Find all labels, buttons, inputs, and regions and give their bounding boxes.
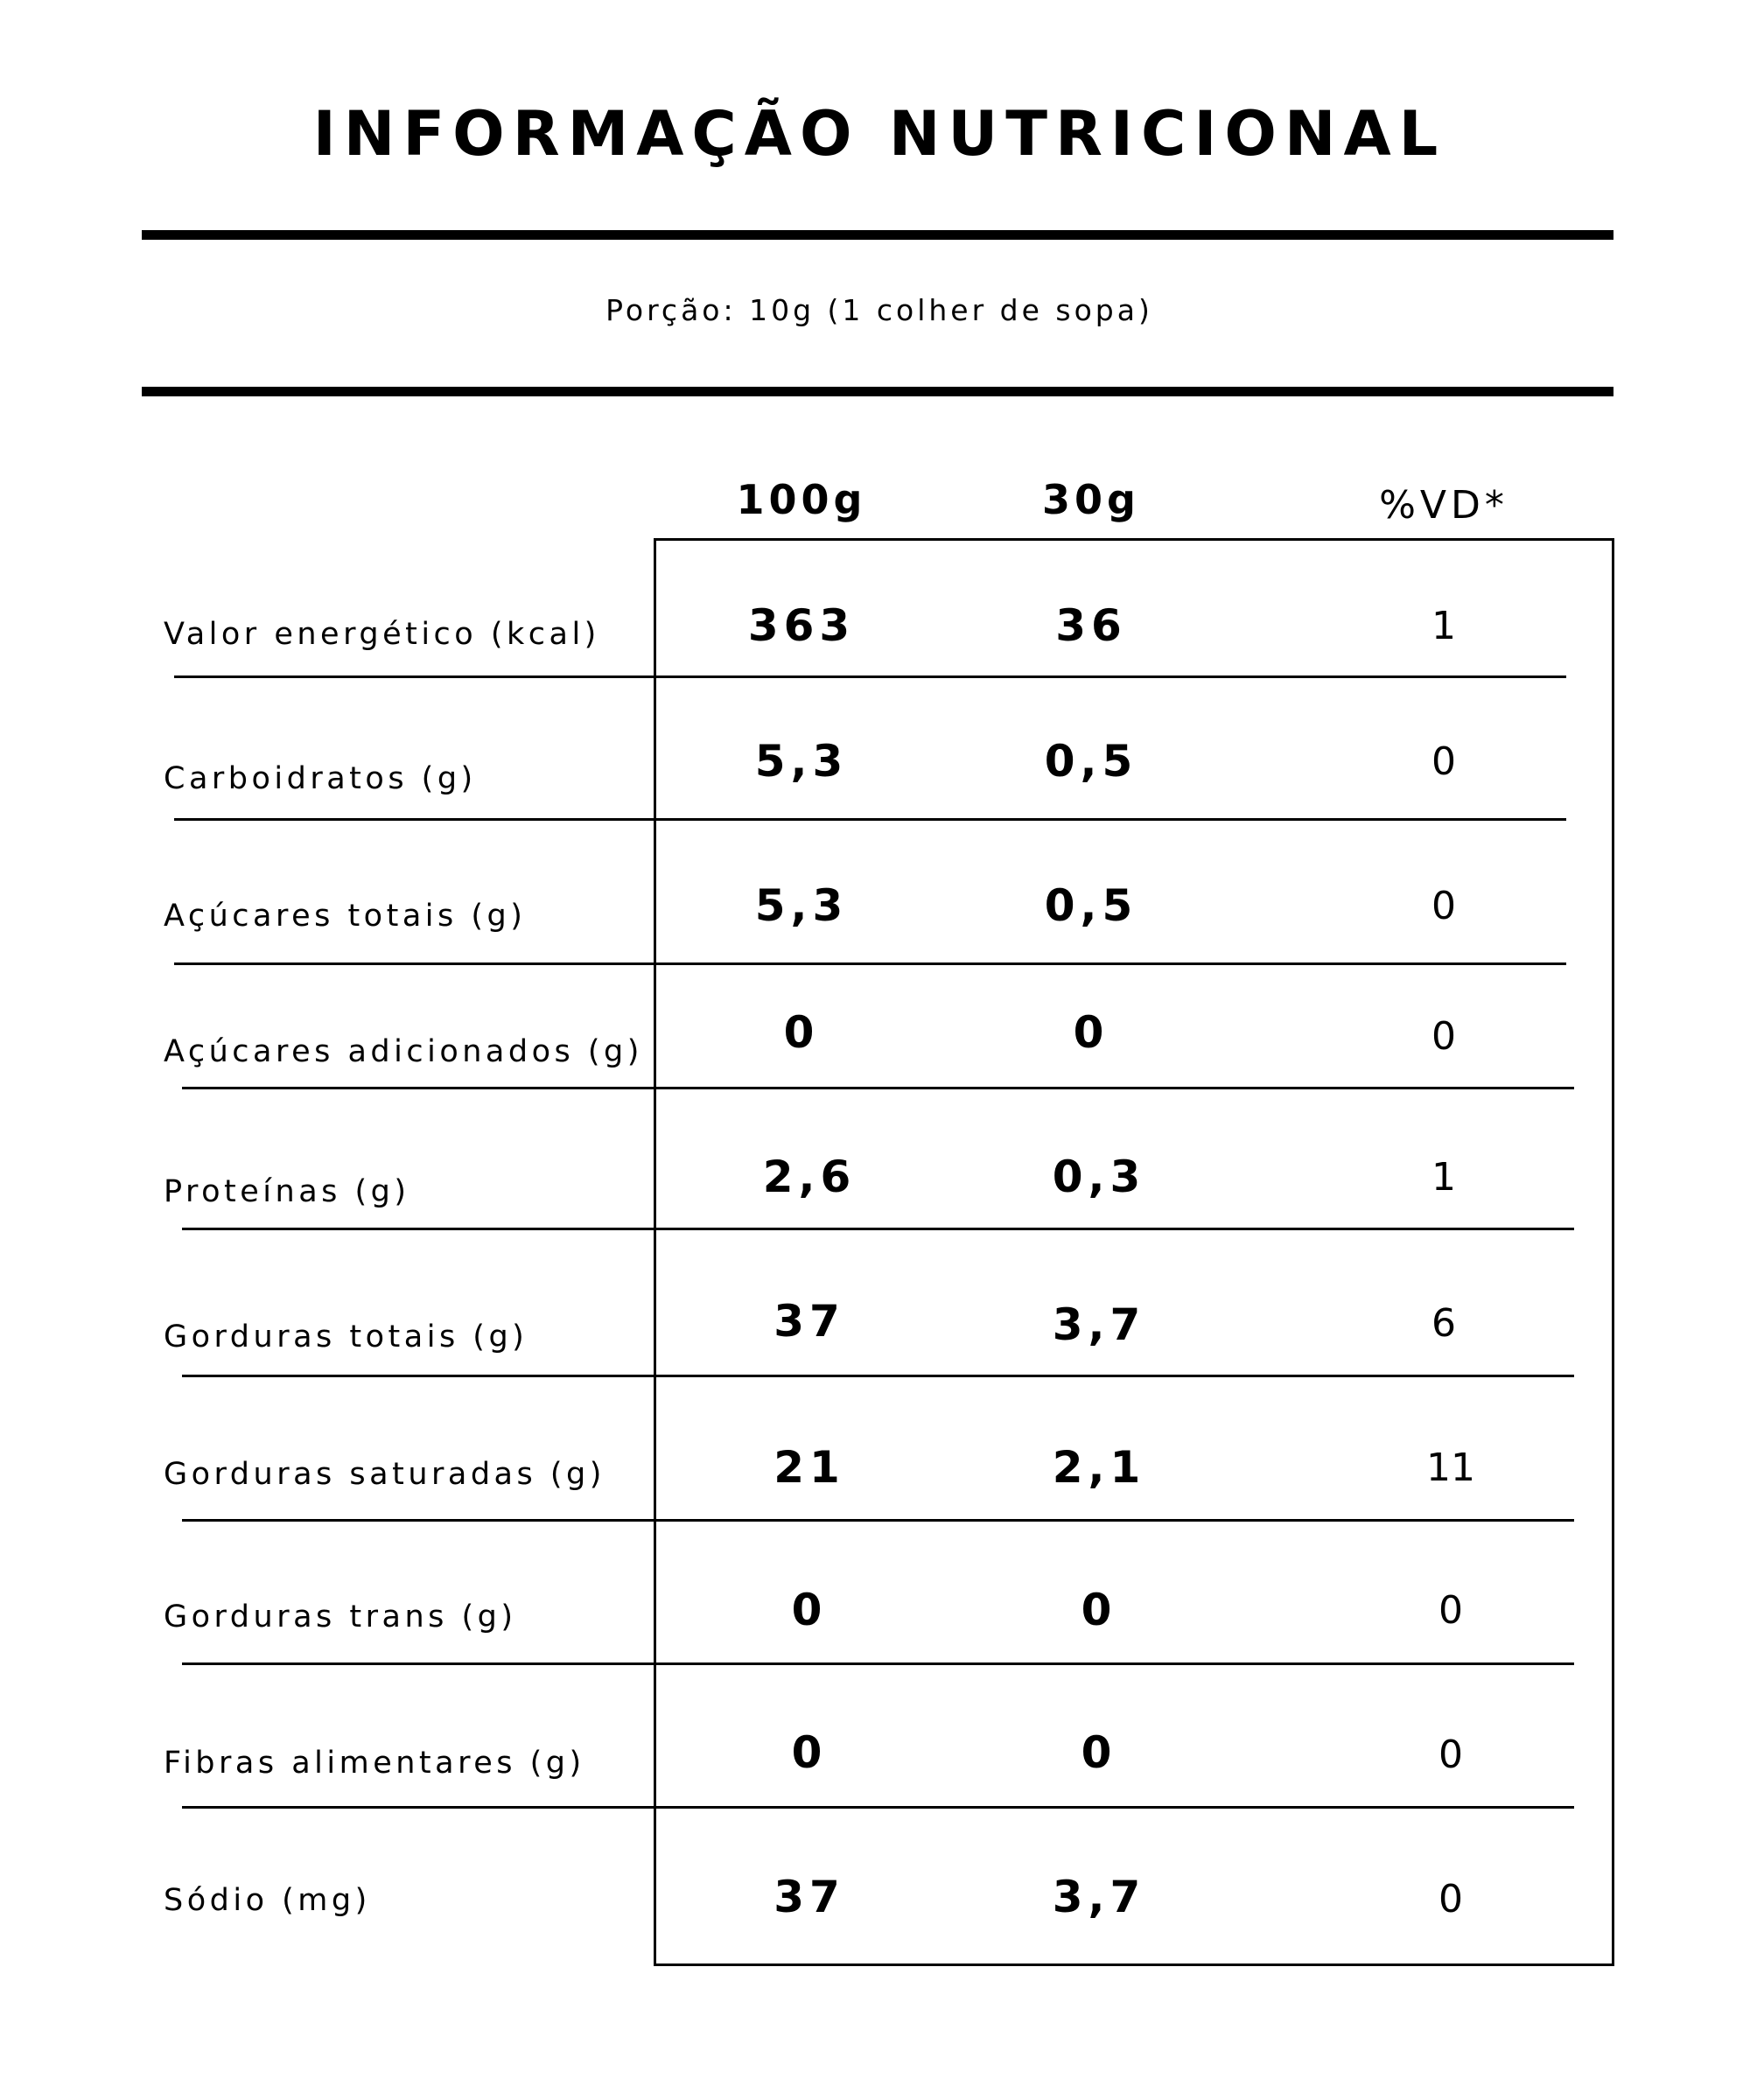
value-100g: 0 bbox=[783, 1007, 820, 1058]
row-divider bbox=[182, 1087, 1574, 1089]
page-title: INFORMAÇÃO NUTRICIONAL bbox=[312, 98, 1446, 170]
nutrient-label: Gorduras totais (g) bbox=[164, 1320, 528, 1354]
value-daily: 1 bbox=[1432, 604, 1456, 648]
value-30g: 0,5 bbox=[1044, 880, 1138, 931]
value-100g: 37 bbox=[774, 1296, 845, 1347]
row-divider bbox=[174, 818, 1566, 821]
column-header-30g: 30g bbox=[1042, 476, 1140, 523]
nutrient-label: Fibras alimentares (g) bbox=[164, 1746, 585, 1781]
row-divider bbox=[174, 962, 1566, 965]
value-30g: 3,7 bbox=[1052, 1299, 1146, 1350]
row-divider bbox=[182, 1806, 1574, 1809]
nutrient-label: Sódio (mg) bbox=[164, 1883, 371, 1918]
nutrient-label: Açúcares adicionados (g) bbox=[164, 1034, 643, 1069]
value-100g: 0 bbox=[791, 1585, 828, 1635]
nutrient-label: Carboidratos (g) bbox=[164, 761, 477, 796]
row-divider bbox=[182, 1375, 1574, 1377]
value-100g: 37 bbox=[774, 1872, 845, 1922]
nutrient-label: Proteínas (g) bbox=[164, 1174, 410, 1209]
serving-size: Porção: 10g (1 colher de sopa) bbox=[606, 293, 1153, 327]
column-header-daily-value: %VD* bbox=[1379, 483, 1508, 528]
value-daily: 11 bbox=[1426, 1446, 1475, 1490]
value-daily: 0 bbox=[1438, 1732, 1463, 1777]
value-30g: 0,5 bbox=[1044, 736, 1138, 787]
top-rule bbox=[142, 230, 1614, 240]
value-daily: 1 bbox=[1432, 1155, 1456, 1200]
value-daily: 0 bbox=[1438, 1588, 1463, 1633]
value-100g: 2,6 bbox=[762, 1152, 857, 1202]
value-daily: 6 bbox=[1432, 1301, 1456, 1346]
value-100g: 363 bbox=[747, 600, 856, 651]
nutrient-label: Gorduras trans (g) bbox=[164, 1600, 517, 1634]
value-30g: 3,7 bbox=[1052, 1872, 1146, 1922]
value-daily: 0 bbox=[1438, 1877, 1463, 1922]
value-30g: 2,1 bbox=[1052, 1442, 1146, 1493]
value-daily: 0 bbox=[1432, 739, 1456, 784]
value-100g: 21 bbox=[774, 1442, 845, 1493]
value-30g: 0 bbox=[1073, 1007, 1110, 1058]
value-30g: 0,3 bbox=[1052, 1152, 1146, 1202]
row-divider bbox=[182, 1662, 1574, 1665]
bottom-rule bbox=[142, 387, 1614, 396]
value-30g: 0 bbox=[1081, 1727, 1117, 1778]
nutrient-label: Valor energético (kcal) bbox=[164, 617, 600, 652]
value-30g: 0 bbox=[1081, 1585, 1117, 1635]
nutrient-label: Gorduras saturadas (g) bbox=[164, 1457, 606, 1492]
value-30g: 36 bbox=[1055, 600, 1127, 651]
value-daily: 0 bbox=[1432, 1014, 1456, 1059]
row-divider bbox=[174, 676, 1566, 678]
row-divider bbox=[182, 1519, 1574, 1522]
value-100g: 5,3 bbox=[754, 736, 849, 787]
value-100g: 0 bbox=[791, 1727, 828, 1778]
column-header-100g: 100g bbox=[736, 476, 867, 523]
nutrient-label: Açúcares totais (g) bbox=[164, 899, 527, 934]
value-100g: 5,3 bbox=[754, 880, 849, 931]
value-daily: 0 bbox=[1432, 884, 1456, 928]
row-divider bbox=[182, 1228, 1574, 1230]
